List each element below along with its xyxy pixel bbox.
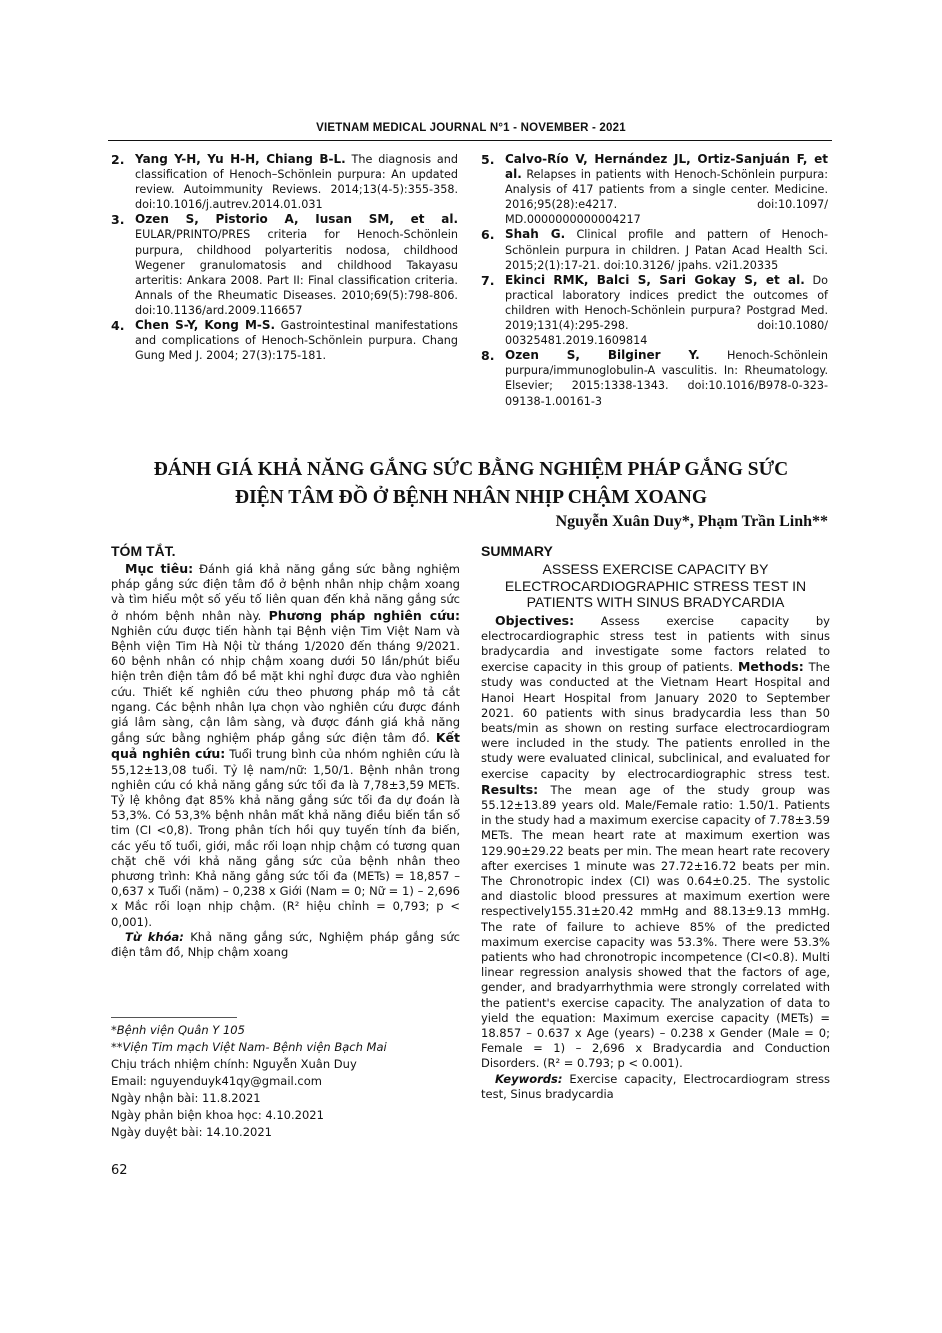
reference-number: 4. xyxy=(111,318,125,334)
reference-item xyxy=(481,227,828,272)
abstract-body-vn xyxy=(111,561,460,930)
reference-authors: Calvo-Río V, Hernández JL, Ortiz-Sanjuán F, et al. xyxy=(505,152,828,182)
reference-item xyxy=(481,273,828,348)
reference-number: 5. xyxy=(481,152,495,167)
keywords-en xyxy=(481,1072,830,1102)
methods-label-en: Methods: xyxy=(737,659,804,675)
reference-item xyxy=(481,348,828,408)
reference-item xyxy=(111,212,458,318)
reference-number: 3. xyxy=(111,212,125,228)
reference-authors: Ozen S, Bilginer Y. xyxy=(505,348,700,363)
reference-text: EULAR/PRINTO/PRES criteria for Henoch-Schönlein purpura, childhood polyarteritis nodosa, childhood Wegener granulomatosis and childhood Takayasu arteritis: Ankara 2008. Part II: Final classification criteria. Annals of the Rheumatic Diseases. 2010;69(5):798-806. doi:10.1136/ard.2009.116657 xyxy=(135,228,458,317)
reference-number: 6. xyxy=(481,227,495,243)
reference-item xyxy=(481,152,828,227)
vietnamese-abstract xyxy=(111,541,460,960)
header-rule xyxy=(108,140,832,141)
footnote-affiliation-2: **Viện Tim mạch Việt Nam- Bệnh viện Bạch Mai xyxy=(111,1040,387,1054)
reference-number: 2. xyxy=(111,152,125,167)
objectives-text-en: Assess exercise capacity by electrocardiographic stress test in patients with sinus bradycardia and investigate some factors related to exercise capacity in this group of patients. xyxy=(481,613,830,675)
article-title xyxy=(60,456,882,512)
title-line-2: ĐIỆN TÂM ĐỒ Ở BỆNH NHÂN NHỊP CHẬM XOANG xyxy=(235,487,707,508)
reference-text: Gastrointestinal manifestations and complications of Henoch-Schönlein purpura. Chang Gung Med J. 2004; 27(3):175-181. xyxy=(135,319,458,363)
reference-text: Clinical profile and pattern of Henoch-Schönlein purpura in children. J Patan Acad Health Sci. 2015;2(1):17-21. doi:10.3126/ jpahs. v2i1.20335 xyxy=(505,228,828,272)
reference-number: 7. xyxy=(481,272,495,288)
keywords-text-vn: Khả năng gắng sức, Nghiệm pháp gắng sức điện tâm đồ, Nhịp chậm xoang xyxy=(111,929,460,960)
footnote-rule xyxy=(111,1017,237,1018)
results-label-en: Results: xyxy=(481,781,539,797)
keywords-label-en: Keywords: xyxy=(495,1071,563,1086)
references-right xyxy=(481,152,828,409)
footnote-affiliation-1: *Bệnh viện Quân Y 105 xyxy=(111,1023,245,1037)
english-title: ASSESS EXERCISE CAPACITY BY ELECTROCARDIOGRAPHIC STRESS TEST IN PATIENTS WITH SINUS BRADYCARDIA xyxy=(504,561,807,610)
footnote-received-date: Ngày nhận bài: 11.8.2021 xyxy=(111,1091,261,1105)
results-text-en: The mean age of the study group was 55.12±13.89 years old. Male/Female ratio: 1.50/1. Patients in the study had a maximum exercise capacity of 7.78±3.59 METs. The mean heart rate at maximum exertion was 129.90±29.22 beats per min. The mean heart rate recovery after exercises 1 minute was 27.72±16.72 beats per min. The Chronotropic index (CI) was 0.64±0.25. The systolic and diastolic blood pressures at maximum exertion were respectively155.31±20.42 mmHg and 88.13±9.13 mmHg. The rate of failure to achieve 85% of the predicted maximum exercise capacity was 53.3%. There were 53.3% patients who had chronotropic incompetence (CI<0.8). Multi linear regression analysis showed that the factors of age, gender, and bradyarrhythmia were strongly correlated with the patient's exercise capacity. The analyzation of data to yield the equation: Maximum exercise capacity (METs) = 18.857 – 0.637 x Age (years) – 0.238 x Gender (Male = 0; Female = 1) – 2,696 x Bradycardia and Conduction Disorders. (R² = 0.793; p < 0.001). xyxy=(481,782,830,1071)
keywords-label-vn: Từ khóa: xyxy=(125,929,184,944)
abstract-heading-en: SUMMARY xyxy=(481,543,553,559)
references-left xyxy=(111,152,458,363)
objective-label-vn: Mục tiêu: xyxy=(125,561,194,576)
results-label-vn: Kết quả nghiên cứu: xyxy=(111,730,460,762)
reference-authors: Ozen S, Pistorio A, Iusan SM, et al. xyxy=(135,212,458,227)
abstract-heading-vn: TÓM TẮT. xyxy=(111,543,176,559)
article-authors: Nguyễn Xuân Duy*, Phạm Trần Linh** xyxy=(555,513,828,530)
reference-authors: Yang Y-H, Yu H-H, Chiang B-L. xyxy=(135,152,346,166)
reference-text: The diagnosis and classification of Henoch–Schönlein purpura: An updated review. Autoimmunity Reviews. 2014;13(4-5):355-358. doi:10.1016/j.autrev.2014.01.031 xyxy=(135,153,458,212)
reference-text: Relapses in patients with Henoch-Schönlein purpura: Analysis of 417 patients from a single center. Medicine. 2016;95(28):e4217. doi:10.1097/ MD.0000000000004217 xyxy=(505,168,828,227)
reference-item xyxy=(111,318,458,363)
methods-label-vn: Phương pháp nghiên cứu: xyxy=(268,607,460,623)
reference-text: Do practical laboratory indices predict the outcomes of children with Henoch-Schönlein purpura? Postgrad Med. 2019;131(4):295-298. doi:10.1080/ 00325481.2019.1609814 xyxy=(505,273,829,348)
objectives-label-en: Objectives: xyxy=(495,612,575,628)
methods-text-vn: Nghiên cứu được tiến hành tại Bệnh viện Tim Việt Nam và Bệnh viện Tim Hà Nội từ tháng 1/2020 đến tháng 9/2021. 60 bệnh nhân có nhịp chậm xoang dưới 50 lần/phút biểu hiện trên điện tâm đồ bề mặt khi nghỉ được đưa vào nghiên cứu. Thiết kế nghiên cứu theo phương pháp mô tả cắt ngang. Các bệnh nhân lựa chọn vào nghiên cứu được đánh giá lâm sàng, cận lâm sàng, và được đánh giá khả năng gắng sức bằng nghiệm pháp gắng sức điện tâm đồ. xyxy=(111,623,460,746)
footnotes xyxy=(111,1022,460,1141)
abstract-body-en xyxy=(481,613,830,1072)
footnote-corresponding-author: Chịu trách nhiệm chính: Nguyễn Xuân Duy xyxy=(111,1057,357,1071)
footnote-email: Email: nguyenduyk41qy@gmail.com xyxy=(111,1074,322,1088)
page-number: 62 xyxy=(111,1163,128,1178)
footnote-accepted-date: Ngày duyệt bài: 14.10.2021 xyxy=(111,1125,272,1139)
objective-text-vn: Đánh giá khả năng gắng sức bằng nghiệm pháp gắng sức điện tâm đồ ở bệnh nhân nhịp chậm xoang và tìm hiểu một số yếu tố liên quan đến khả năng gắng sức ở nhóm bệnh nhân này. xyxy=(111,562,460,623)
reference-text: Henoch-Schönlein purpura/immunoglobulin-A vasculitis. In: Rheumatology. Elsevier; 2015:1338-1343. doi:10.1016/B978-0-323-09138-1.00161-3 xyxy=(505,349,828,408)
reference-authors: Chen S-Y, Kong M-S. xyxy=(135,318,276,333)
title-line-1: ĐÁNH GIÁ KHẢ NĂNG GẮNG SỨC BẰNG NGHIỆM PHÁP GẮNG SỨC xyxy=(153,459,789,480)
results-text-vn: Tuổi trung bình của nhóm nghiên cứu là 55,12±13,08 tuổi. Tỷ lệ nam/nữ: 1,50/1. Bệnh nhân trong nghiên cứu có khả năng gắng sức tối đa là 7,78±3,59 METs. Tỷ lệ không đạt 85% khả năng gắng sức tối đa dự đoán là 53,3%. Có 53,3% bệnh nhân mất khả năng điều biến tần số tim (CI <0,8). Trong phân tích hồi quy tuyến tính đa biến, các yếu tố tuổi, giới, mắc rối loạn nhịp chậm có tương quan chặt chẽ với khả năng gắng sức của bệnh nhân theo phương trình: Khả năng gắng sức tối đa (METs) = 18,857 – 0,637 x Tuổi (năm) – 0,238 x Giới (Nam = 0; Nữ = 1) – 2,696 x Mắc rối loạn nhịp chậm. (R² hiệu chỉnh = 0,793; p < 0,001). xyxy=(111,747,461,929)
reference-authors: Ekinci RMK, Balci S, Sari Gokay S, et al. xyxy=(505,272,805,287)
reference-authors: Shah G. xyxy=(505,227,566,242)
keywords-text-en: Exercise capacity, Electrocardiogram stress test, Sinus bradycardia xyxy=(481,1071,830,1101)
keywords-vn xyxy=(111,930,460,960)
reference-item xyxy=(111,152,458,212)
journal-header: VIETNAM MEDICAL JOURNAL N°1 - NOVEMBER - 2021 xyxy=(316,122,626,134)
english-abstract xyxy=(481,541,830,1102)
reference-number: 8. xyxy=(481,348,495,364)
footnote-review-date: Ngày phản biện khoa học: 4.10.2021 xyxy=(111,1108,324,1122)
methods-text-en: The study was conducted at the Vietnam Heart Hospital and Hanoi Heart Hospital from January 2020 to September 2021. 60 patients with sinus bradycardia less than 50 beats/min as shown on resting surface electrocardiogram were included in the study. The patients enrolled in the study were evaluated clinical, subclinical, and evaluated for exercise capacity by electrocardiographic stress test. xyxy=(481,660,831,781)
